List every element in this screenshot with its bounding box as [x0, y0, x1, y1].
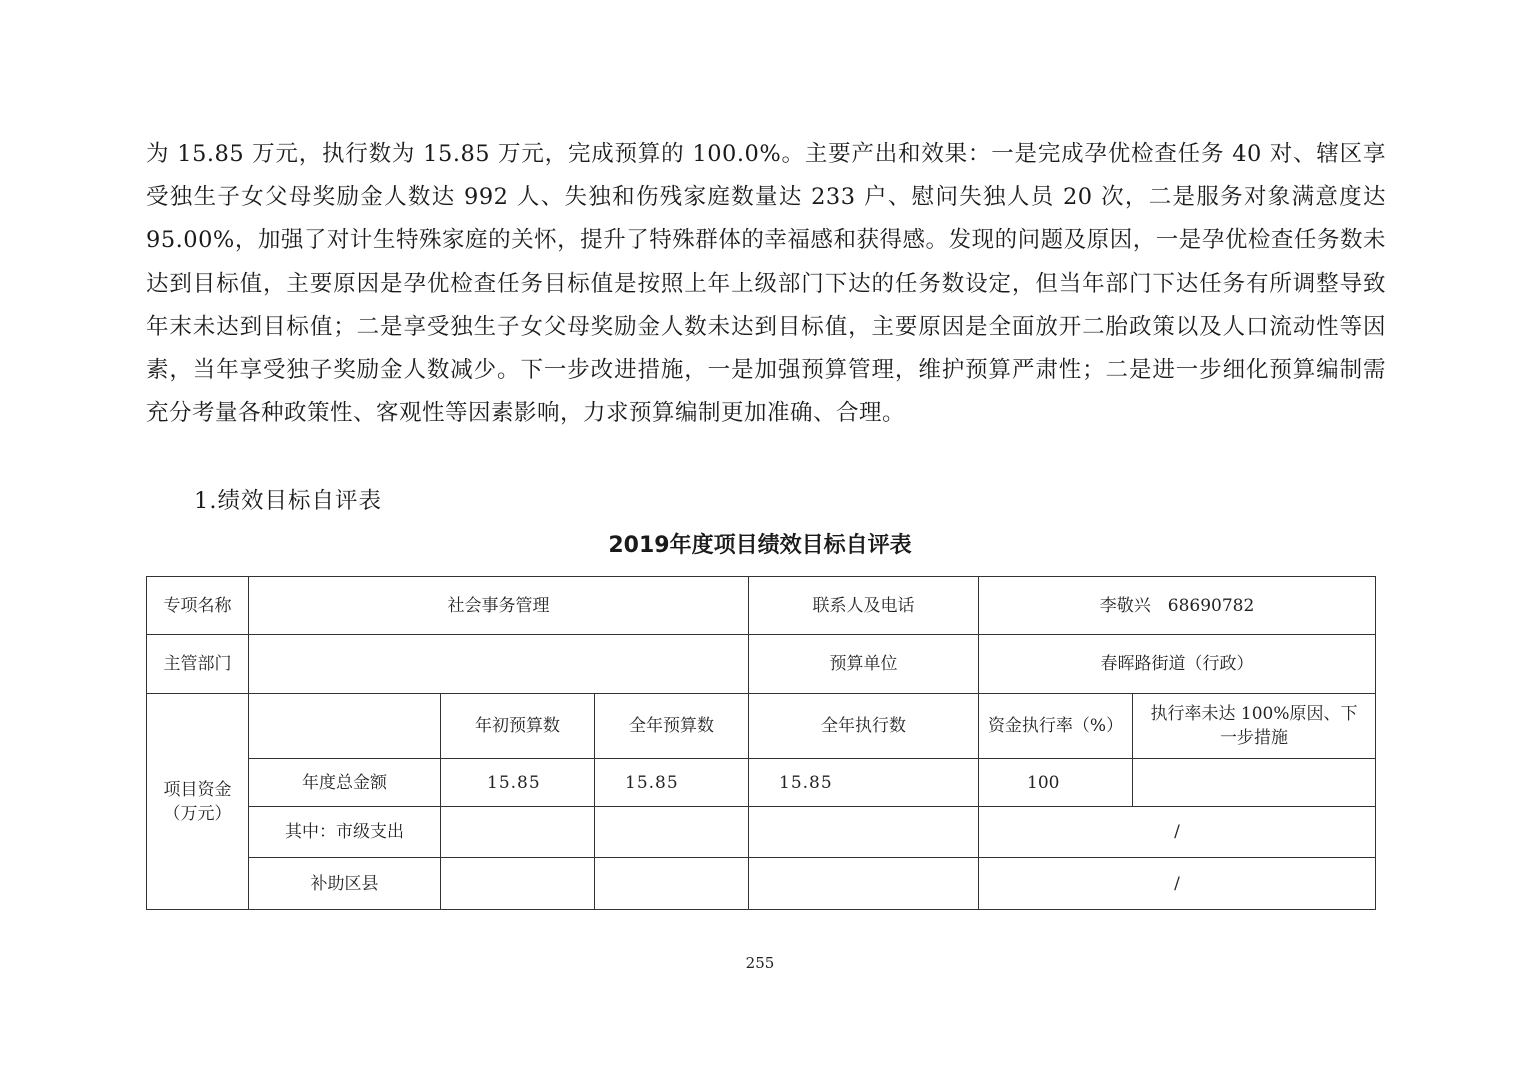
table-row: [147, 807, 1376, 858]
annual-executed-value: [749, 858, 979, 910]
header-reason: 执行率未达 100%原因、下一步措施: [1133, 694, 1376, 759]
funds-label: 项目资金（万元）: [147, 694, 249, 910]
initial-budget-value: [441, 858, 595, 910]
row-label: 补助区县: [249, 858, 441, 910]
table-row: [147, 635, 1376, 694]
row-label: 其中：市级支出: [249, 807, 441, 858]
slash-cell: /: [979, 807, 1376, 858]
budget-unit-value: 春晖路街道（行政）: [979, 635, 1376, 694]
header-execution-rate: 资金执行率（%）: [979, 694, 1133, 759]
performance-table: [146, 576, 1376, 910]
table-row: [147, 577, 1376, 635]
contact-label: 联系人及电话: [749, 577, 979, 635]
section-heading: 1.绩效目标自评表: [194, 488, 382, 514]
header-annual-budget: 全年预算数: [595, 694, 749, 759]
initial-budget-value: 15.85: [441, 759, 595, 807]
table-row: [147, 759, 1376, 807]
budget-unit-label: 预算单位: [749, 635, 979, 694]
table-row: [147, 858, 1376, 910]
table-title: 2019年度项目绩效目标自评表: [608, 533, 912, 558]
page-number: 255: [745, 954, 775, 972]
body-paragraph: 为 15.85 万元，执行数为 15.85 万元，完成预算的 100.0%。主要产出和效果：一是完成孕优检查任务 40 对、辖区享受独生子女父母奖励金人数达 992 人、失独和伤残家庭数量达 233 户、慰问失独人员 20 次，二是服务对象满意度达 95.00%，加强了对计生特殊家庭的关怀，提升了特殊群体的幸福感和获得感。发现的问题及原因，一是孕优检查任务数未达到目标值，主要原因是孕优检查任务目标值是按照上年上级部门下达的任务数设定，但当年部门下达任务有所调整导致年末未达到目标值；二是享受独生子女父母奖励金人数未达到目标值，主要原因是全面放开二胎政策以及人口流动性等因素，当年享受独子奖励金人数减少。下一步改进措施，一是加强预算管理，维护预算严肃性；二是进一步细化预算编制需充分考量各种政策性、客观性等因素影响，力求预算编制更加准确、合理。: [146, 141, 1386, 427]
annual-budget-value: [595, 807, 749, 858]
row-label: 年度总金额: [249, 759, 441, 807]
annual-budget-value: 15.85: [595, 759, 749, 807]
dept-value: [249, 635, 749, 694]
header-blank: [249, 694, 441, 759]
annual-executed-value: [749, 807, 979, 858]
annual-executed-value: 15.85: [749, 759, 979, 807]
annual-budget-value: [595, 858, 749, 910]
slash-cell: /: [979, 858, 1376, 910]
project-name-label: 专项名称: [147, 577, 249, 635]
dept-label: 主管部门: [147, 635, 249, 694]
reason-value: [1133, 759, 1376, 807]
execution-rate-value: 100: [979, 759, 1133, 807]
header-annual-executed: 全年执行数: [749, 694, 979, 759]
header-initial-budget: 年初预算数: [441, 694, 595, 759]
initial-budget-value: [441, 807, 595, 858]
contact-value: 李敬兴 68690782: [979, 577, 1376, 635]
table-header-row: [147, 694, 1376, 759]
project-name-value: 社会事务管理: [249, 577, 749, 635]
